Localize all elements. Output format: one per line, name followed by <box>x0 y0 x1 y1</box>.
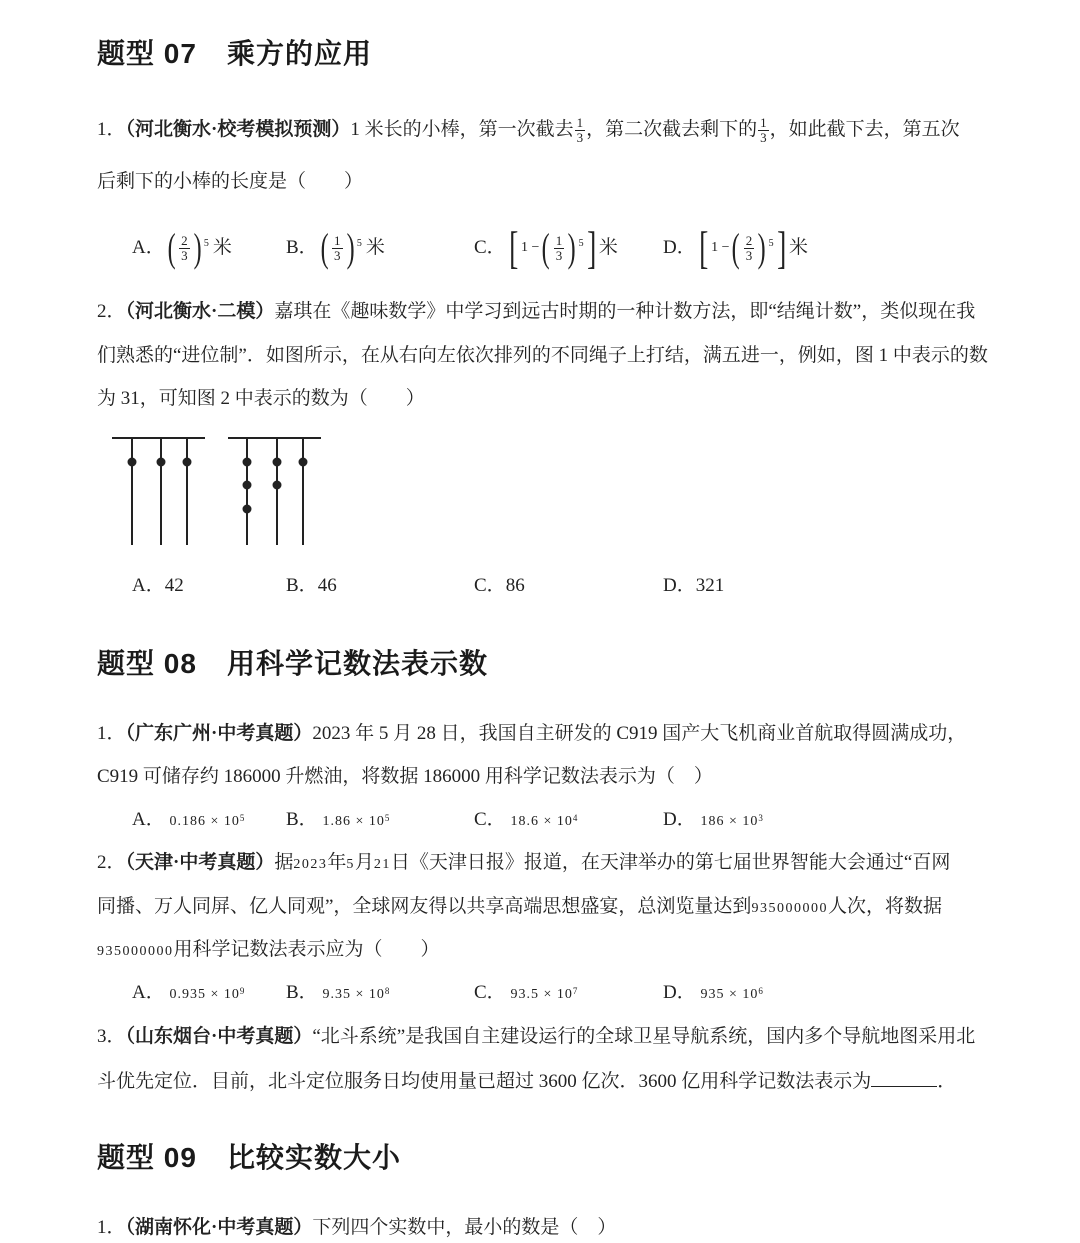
question-number: 1． <box>97 723 126 744</box>
question-08-2-line3 <box>97 938 440 964</box>
mantissa: 186 × 10 <box>700 814 759 829</box>
sci-value <box>322 814 390 829</box>
sci-value <box>700 987 763 1002</box>
fraction-numerator: 1 <box>576 115 584 130</box>
number-text: 5 <box>346 857 355 872</box>
question-07-2-line3: 为 31，可知图 2 中表示的数为（ ） <box>97 388 425 409</box>
figure-2-knot <box>244 482 251 489</box>
question-source: （山东烟台·中考真题） <box>125 1026 313 1047</box>
exponent: 4 <box>572 813 579 823</box>
exponent: 5 <box>239 813 246 823</box>
section-title: 用科学记数法表示数 <box>226 648 488 679</box>
option-a <box>132 226 232 270</box>
question-07-1-line1 <box>97 116 960 145</box>
question-text: ，第二次截去剩下的 <box>586 118 758 140</box>
option-d <box>663 222 808 274</box>
right-bracket: ] <box>586 222 596 273</box>
question-text: 月 <box>354 852 374 873</box>
unit: 米 <box>365 237 385 258</box>
option-label: A． <box>132 237 165 258</box>
question-text: 用科学记数法表示应为（ ） <box>173 939 440 960</box>
option-label: B． <box>286 809 318 830</box>
question-text: 据 <box>274 852 294 873</box>
option-d <box>663 574 724 598</box>
option-c <box>474 222 618 274</box>
option-b <box>286 808 390 834</box>
fraction-numerator: 2 <box>181 232 188 248</box>
exponent: 7 <box>572 986 579 996</box>
question-text: 下列四个实数中，最小的数是（ ） <box>312 1217 617 1238</box>
mantissa: 18.6 × 10 <box>510 814 573 829</box>
option-c <box>474 808 578 834</box>
figure-2-knot <box>244 459 251 466</box>
section-title: 比较实数大小 <box>226 1142 401 1173</box>
unit: 米 <box>788 237 808 258</box>
question-source: （广东广州·中考真题） <box>125 723 313 744</box>
mantissa: 0.935 × 10 <box>169 987 240 1002</box>
section-number: 题型 08 <box>97 648 197 679</box>
mantissa: 0.186 × 10 <box>169 814 240 829</box>
expression-part: 1 − <box>521 240 540 255</box>
question-source: （河北衡水·校考模拟预测） <box>125 118 351 140</box>
unit: 米 <box>212 237 232 258</box>
figure-1 <box>112 438 205 545</box>
answer-blank[interactable] <box>871 1068 937 1087</box>
left-paren: ( <box>320 225 329 270</box>
question-number: 2． <box>97 852 126 873</box>
exponent: 5 <box>203 238 209 249</box>
question-text: ． <box>937 1071 957 1092</box>
question-source: （河北衡水·二模） <box>125 301 275 322</box>
option-value: 86 <box>505 575 525 596</box>
left-paren: ( <box>167 225 176 270</box>
figure-2-knot <box>274 482 281 489</box>
fraction <box>554 234 565 263</box>
question-text: 同播、万人同屏、亿人同观”，全球网友得以共享高端思想盛宴，总浏览量达到 <box>97 896 752 917</box>
fraction-denominator: 3 <box>760 130 767 145</box>
sci-value <box>169 814 245 829</box>
question-text: 日《天津日报》报道，在天津举办的第七届世界智能大会通过“百网 <box>390 852 951 873</box>
question-text: 年 <box>327 852 347 873</box>
question-08-3-line1 <box>97 1025 975 1049</box>
question-07-2-line1 <box>97 300 975 324</box>
question-source: （天津·中考真题） <box>125 852 275 873</box>
option-label: D． <box>663 982 696 1003</box>
option-value: 321 <box>695 575 725 596</box>
option-label: A． <box>132 809 165 830</box>
section-number: 题型 07 <box>97 38 197 69</box>
number-text: 935000000 <box>97 944 174 959</box>
number-text: 2023 <box>293 857 328 872</box>
exponent: 9 <box>239 986 246 996</box>
question-source: （湖南怀化·中考真题） <box>125 1217 313 1238</box>
question-text: 嘉琪在《趣味数学》中学习到远古时期的一种计数方法，即“结绳计数”，类似现在我 <box>274 301 976 322</box>
right-bracket: ] <box>776 222 786 273</box>
expression-part: 1 − <box>711 240 730 255</box>
fraction-denominator: 3 <box>181 247 188 263</box>
fraction-denominator: 3 <box>576 130 584 145</box>
option-a <box>132 574 184 598</box>
question-text: 斗优先定位．目前，北斗定位服务日均使用量已超过 3600 亿次．3600 亿用科学记数法表示为 <box>97 1071 872 1092</box>
figure-1-knot <box>129 459 136 466</box>
right-paren: ) <box>757 225 766 270</box>
left-bracket: [ <box>698 222 708 273</box>
option-d <box>663 981 764 1007</box>
question-08-2-line1 <box>97 851 950 877</box>
section-heading-09 <box>97 1136 401 1176</box>
mantissa: 1.86 × 10 <box>322 814 385 829</box>
section-title: 乘方的应用 <box>226 38 372 69</box>
mantissa: 935 × 10 <box>700 987 759 1002</box>
exponent: 5 <box>356 238 362 249</box>
figure-2-knot <box>300 459 307 466</box>
exponent: 5 <box>384 813 391 823</box>
figure-1-knot <box>158 459 165 466</box>
sci-value <box>510 987 578 1002</box>
option-b <box>286 226 385 270</box>
option-b <box>286 981 390 1007</box>
question-08-1-line1 <box>97 722 966 746</box>
exponent: 8 <box>384 986 391 996</box>
exponent: 5 <box>768 238 774 249</box>
fraction <box>758 116 769 145</box>
figure-1-knot <box>184 459 191 466</box>
sci-value <box>322 987 390 1002</box>
question-text: ，如此截下去，第五次 <box>769 118 960 140</box>
knot-counting-figure <box>105 430 335 552</box>
fraction-denominator: 3 <box>555 247 563 263</box>
option-label: D． <box>663 237 696 258</box>
option-b <box>286 574 337 598</box>
option-value: 42 <box>164 575 184 596</box>
option-label: D． <box>663 575 696 596</box>
option-label: C． <box>474 237 506 258</box>
fraction-numerator: 1 <box>760 115 767 130</box>
option-label: C． <box>474 982 506 1003</box>
section-heading-07 <box>97 32 372 72</box>
figure-2-knot <box>244 506 251 513</box>
unit: 米 <box>598 237 618 258</box>
question-08-3-line2 <box>97 1068 956 1094</box>
section-number: 题型 09 <box>97 1142 197 1173</box>
question-07-2-line2: 们熟悉的“进位制”．如图所示，在从右向左依次排列的不同绳子上打结，满五进一，例如，图 1 中表示的数 <box>97 345 988 366</box>
option-label: B． <box>286 982 318 1003</box>
question-number: 2． <box>97 301 126 322</box>
number-text: 935000000 <box>751 901 828 916</box>
option-label: A． <box>132 575 165 596</box>
left-paren: ( <box>732 225 741 270</box>
option-label: C． <box>474 575 506 596</box>
right-paren: ) <box>346 225 355 270</box>
mantissa: 9.35 × 10 <box>322 987 385 1002</box>
question-08-1-line2: C919 可储存约 186000 升燃油，将数据 186000 用科学记数法表示为（ ） <box>97 766 713 787</box>
question-number: 1． <box>97 118 126 140</box>
left-paren: ( <box>542 225 551 270</box>
question-text: “北斗系统”是我国自主建设运行的全球卫星导航系统，国内多个导航地图采用北 <box>312 1026 976 1047</box>
option-label: B． <box>286 237 318 258</box>
right-paren: ) <box>567 225 576 270</box>
left-bracket: [ <box>508 222 518 273</box>
sci-value <box>169 987 245 1002</box>
figure-2 <box>228 438 321 545</box>
fraction <box>744 234 755 263</box>
question-text: 人次，将数据 <box>827 896 942 917</box>
fraction <box>179 234 190 263</box>
question-text: 1 米长的小棒，第一次截去 <box>350 118 574 140</box>
figure-2-knot <box>274 459 281 466</box>
fraction-numerator: 1 <box>555 232 563 248</box>
question-number: 1． <box>97 1217 126 1238</box>
exponent: 5 <box>578 238 584 249</box>
mantissa: 93.5 × 10 <box>510 987 573 1002</box>
fraction-denominator: 3 <box>745 247 753 263</box>
sci-value <box>510 814 578 829</box>
option-a <box>132 808 245 834</box>
question-text: 2023 年 5 月 28 日，我国自主研发的 C919 国产大飞机商业首航取得圆满成功， <box>312 723 967 744</box>
option-label: C． <box>474 809 506 830</box>
option-label: A． <box>132 982 165 1003</box>
number-text: 21 <box>373 857 391 872</box>
fraction <box>332 234 343 263</box>
section-heading-08 <box>97 642 488 682</box>
fraction-numerator: 2 <box>745 232 753 248</box>
option-d <box>663 808 764 834</box>
question-07-1-line2: 后剩下的小棒的长度是（ ） <box>97 171 364 192</box>
option-value: 46 <box>317 575 337 596</box>
question-08-2-line2 <box>97 895 942 921</box>
option-a <box>132 981 245 1007</box>
option-label: D． <box>663 809 696 830</box>
option-c <box>474 981 578 1007</box>
exponent: 3 <box>758 813 764 823</box>
sci-value <box>700 814 763 829</box>
exponent: 6 <box>758 986 764 996</box>
option-label: B． <box>286 575 318 596</box>
right-paren: ) <box>193 225 202 270</box>
fraction <box>575 116 586 145</box>
question-number: 3． <box>97 1026 126 1047</box>
option-c <box>474 574 525 598</box>
question-09-1-line1 <box>97 1216 616 1240</box>
fraction-denominator: 3 <box>334 247 341 263</box>
fraction-numerator: 1 <box>334 232 341 248</box>
